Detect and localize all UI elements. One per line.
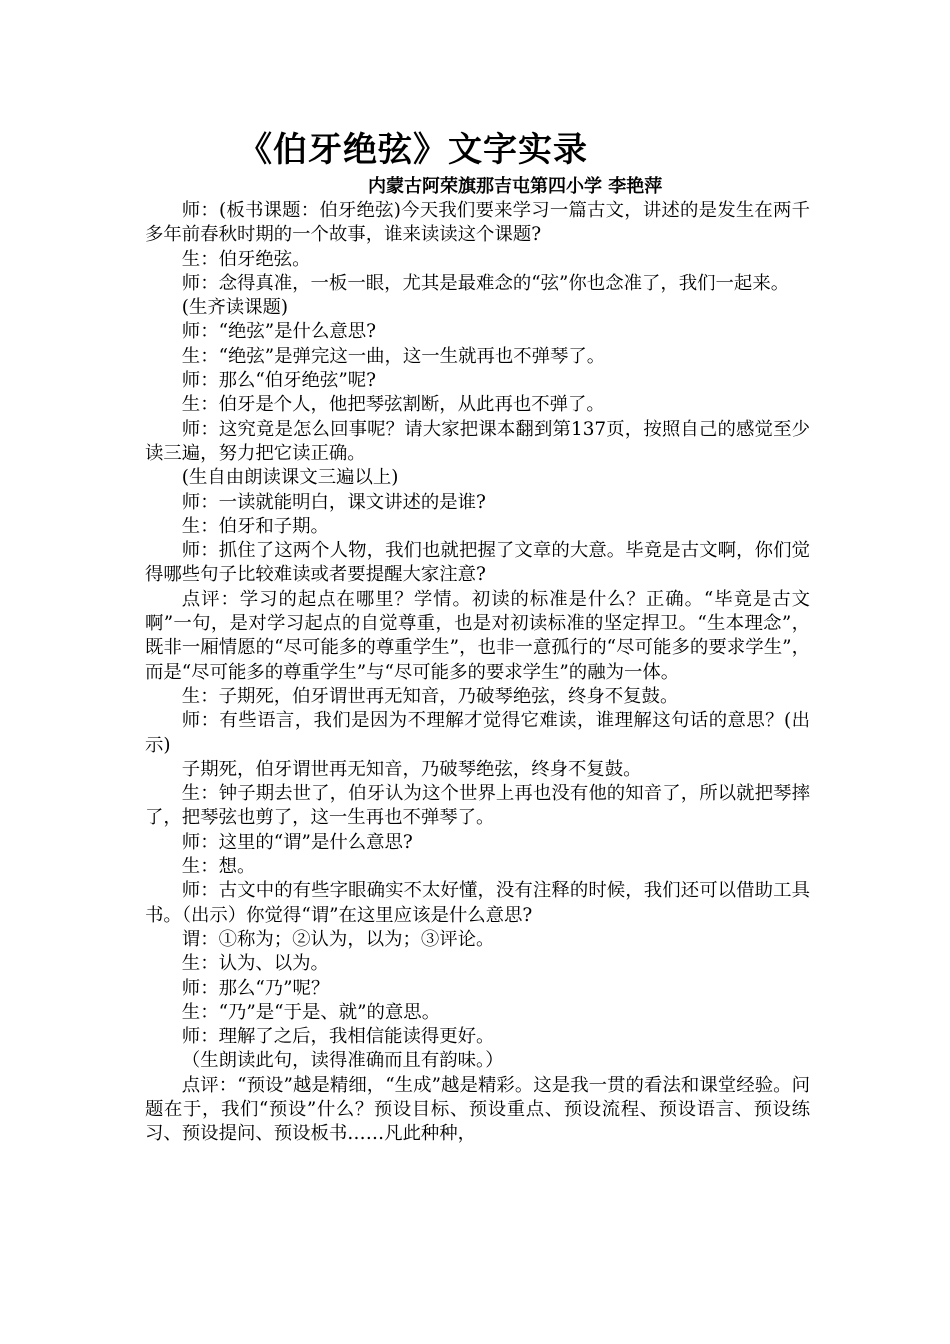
paragraph: 师：这里的“谓”是什么意思? [181,831,413,853]
author-line: 内蒙古阿荣旗那吉屯第四小学 李艳萍 [368,176,663,197]
paragraph: 谓：①称为；②认为，以为；③评论。 [181,928,495,950]
paragraph: 师：一读就能明白，课文讲述的是谁? [181,491,486,513]
paragraph: 生：想。 [181,856,256,878]
paragraph: 生：“绝弦”是弹完这一曲，这一生就再也不弹琴了。 [181,345,606,367]
paragraph: 生：子期死，伯牙谓世再无知音，乃破琴绝弦，终身不复鼓。 [181,685,679,707]
paragraph: (生自由朗读课文三遍以上) [181,467,399,489]
paragraph: 师：理解了之后，我相信能读得更好。 [181,1026,495,1048]
paragraph: （生朗读此句，读得准确而且有韵味。） [181,1050,504,1072]
paragraph: 生：钟子期去世了，伯牙认为这个世界上再也没有他的知音了，所以就把琴摔了，把琴弦也剪了，这一生再也不弹琴了。 [145,783,810,829]
paragraph: 师：古文中的有些字眼确实不太好懂，没有注释的时候，我们还可以借助工具书。（出示）你觉得“谓”在这里应该是什么意思? [145,880,810,926]
paragraph: 生：伯牙绝弦。 [181,248,311,270]
paragraph: 师：念得真准，一板一眼，尤其是最难念的“弦”你也念准了，我们一起来。 [181,272,790,294]
paragraph: 师：抓住了这两个人物，我们也就把握了文章的大意。毕竟是古文啊，你们觉得哪些句子比较难读或者要提醒大家注意? [145,540,810,586]
paragraph: 师：这究竟是怎么回事呢？请大家把课本翻到第137页，按照自己的感觉至少读三遍，努力把它读正确。 [145,418,810,464]
paragraph: 点评：“预设”越是精细，“生成”越是精彩。这是我一贯的看法和课堂经验。问题在于，我们“预设”什么？预设目标、预设重点、预设流程、预设语言、预设练习、预设提问、预设板书……凡此种种， [145,1074,810,1145]
paragraph: 师：有些语言，我们是因为不理解才觉得它难读，谁理解这句话的意思？(出示) [145,710,810,756]
paragraph: 生：伯牙和子期。 [181,515,329,537]
paragraph: 师：那么“乃”呢？ [181,977,330,999]
paragraph: 师：“绝弦”是什么意思? [181,321,376,343]
paragraph: 子期死，伯牙谓世再无知音，乃破琴绝弦，终身不复鼓。 [181,758,642,780]
document-body [145,199,810,1147]
paragraph: (生齐读课题) [181,297,289,319]
paragraph: 师：(板书课题：伯牙绝弦)今天我们要来学习一篇古文，讲述的是发生在两千多年前春秋时期的一个故事，谁来读读这个课题? [145,200,810,246]
document-title: 《伯牙绝弦》文字实录 [238,130,588,170]
paragraph: 点评：学习的起点在哪里？学情。初读的标准是什么？正确。“毕竟是古文啊”一句，是对学习起点的自觉尊重，也是对初读标准的坚定捍卫。“生本理念”，既非一厢情愿的“尽可能多的尊重学生”，也非一意孤行的“尽可能多的要求学生”，而是“尽可能多的尊重学生”与“尽可能多的要求学生”的融为一体。 [145,588,810,683]
paragraph: 师：那么“伯牙绝弦”呢? [181,370,376,392]
paragraph: 生：“乃”是“于是、就”的意思。 [181,1001,441,1023]
paragraph: 生：伯牙是个人，他把琴弦割断，从此再也不弹了。 [181,394,605,416]
paragraph: 生：认为、以为。 [181,953,329,975]
